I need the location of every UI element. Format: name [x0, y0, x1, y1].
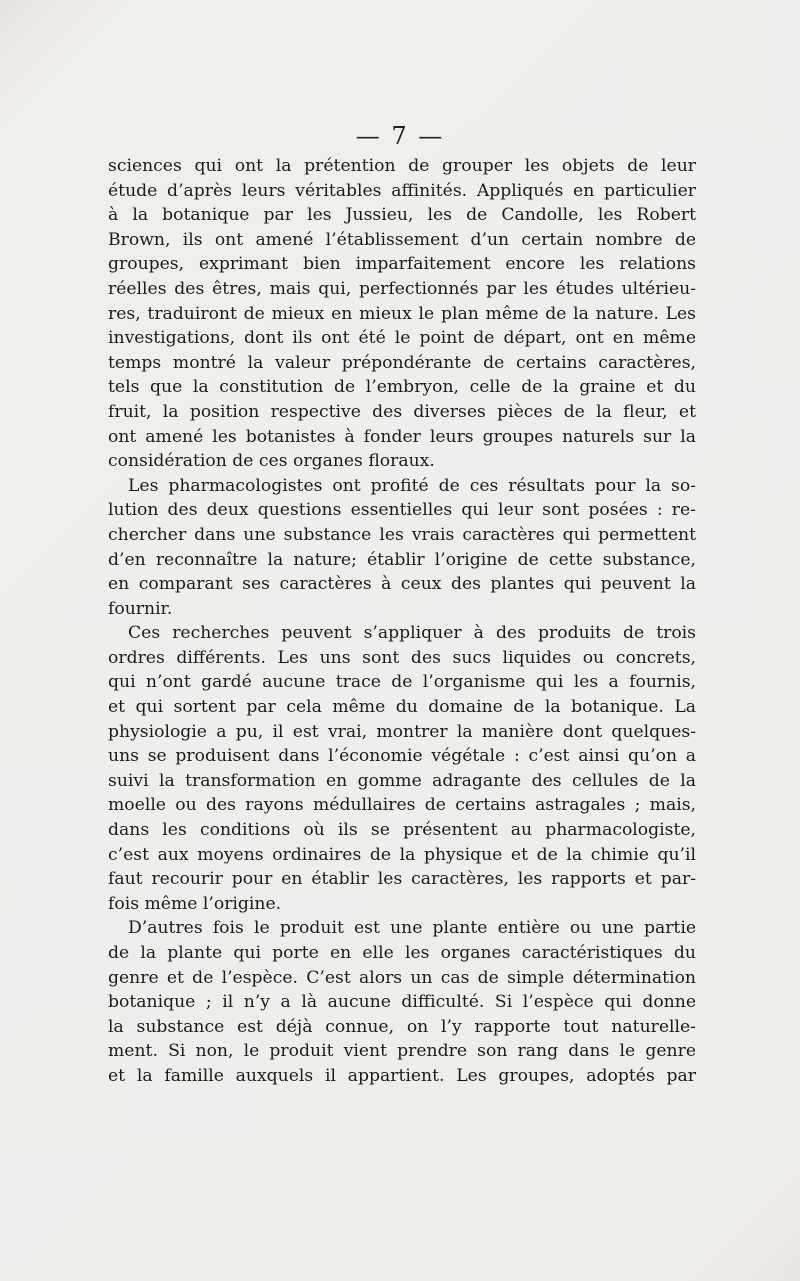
text-line: d’en reconnaître la nature; établir l’origine de cette substance, [108, 549, 696, 570]
text-line: dans les conditions où ils se présentent au pharmacologiste, [108, 820, 696, 841]
text-line: moelle ou des rayons médullaires de certains astragales ; mais, [108, 795, 696, 816]
text-line: et qui sortent par cela même du domaine de la botanique. La [108, 697, 696, 718]
text-line: et la famille auxquels il appartient. Les groupes, adoptés par [108, 1065, 696, 1086]
paragraph-start-line: D’autres fois le produit est une plante entière ou une partie [128, 918, 696, 939]
text-line: investigations, dont ils ont été le point de départ, ont en même [108, 328, 696, 349]
text-line: lution des deux questions essentielles qui leur sont posées : re- [108, 500, 696, 521]
text-line: étude d’après leurs véritables affinités. Appliqués en particulier [108, 180, 696, 201]
text-line: en comparant ses caractères à ceux des plantes qui peuvent la [108, 574, 696, 595]
text-line: genre et de l’espèce. C’est alors un cas de simple détermination [108, 967, 696, 988]
page-number: — 7 — [355, 122, 445, 150]
text-line: groupes, exprimant bien imparfaitement encore les relations [108, 254, 696, 275]
text-line: uns se produisent dans l’économie végétale : c’est ainsi qu’on a [108, 746, 696, 767]
text-line: à la botanique par les Jussieu, les de Candolle, les Robert [108, 205, 696, 226]
text-line: suivi la transformation en gomme adragante des cellules de la [108, 770, 696, 791]
paragraph-start-line: Les pharmacologistes ont profité de ces résultats pour la so- [128, 475, 696, 496]
text-line: considération de ces organes floraux. [108, 451, 435, 472]
text-line: ordres différents. Les uns sont des sucs liquides ou concrets, [108, 647, 696, 668]
text-line: res, traduiront de mieux en mieux le plan même de la nature. Les [108, 303, 696, 324]
text-line: Brown, ils ont amené l’établissement d’un certain nombre de [108, 229, 696, 250]
text-line: sciences qui ont la prétention de grouper les objets de leur [108, 156, 696, 176]
text-line: la substance est déjà connue, on l’y rapporte tout naturelle- [108, 1016, 696, 1037]
text-line: chercher dans une substance les vrais caractères qui permettent [108, 524, 696, 545]
text-line: physiologie a pu, il est vrai, montrer la manière dont quelques- [108, 721, 696, 742]
text-line: qui n’ont gardé aucune trace de l’organisme qui les a fournis, [108, 672, 696, 693]
text-line: tels que la constitution de l’embryon, celle de la graine et du [108, 377, 696, 398]
text-line: ment. Si non, le produit vient prendre son rang dans le genre [108, 1041, 696, 1062]
body-text [108, 154, 696, 1089]
paragraph-start-line: Ces recherches peuvent s’appliquer à des produits de trois [128, 623, 696, 644]
text-line: botanique ; il n’y a là aucune difficulté. Si l’espèce qui donne [108, 992, 696, 1013]
text-line: fruit, la position respective des diverses pièces de la fleur, et [108, 401, 696, 422]
text-line: fois même l’origine. [108, 893, 282, 914]
text-line: fournir. [108, 598, 173, 619]
text-line: c’est aux moyens ordinaires de la physique et de la chimie qu’il [108, 844, 696, 865]
text-line: temps montré la valeur prépondérante de certains caractères, [108, 352, 696, 373]
text-line: faut recourir pour en établir les caractères, les rapports et par- [108, 869, 696, 890]
text-line: ont amené les botanistes à fonder leurs groupes naturels sur la [108, 426, 696, 447]
text-line: réelles des êtres, mais qui, perfectionnés par les études ultérieu- [108, 278, 696, 299]
text-line: de la plante qui porte en elle les organes caractéristiques du [108, 943, 696, 963]
